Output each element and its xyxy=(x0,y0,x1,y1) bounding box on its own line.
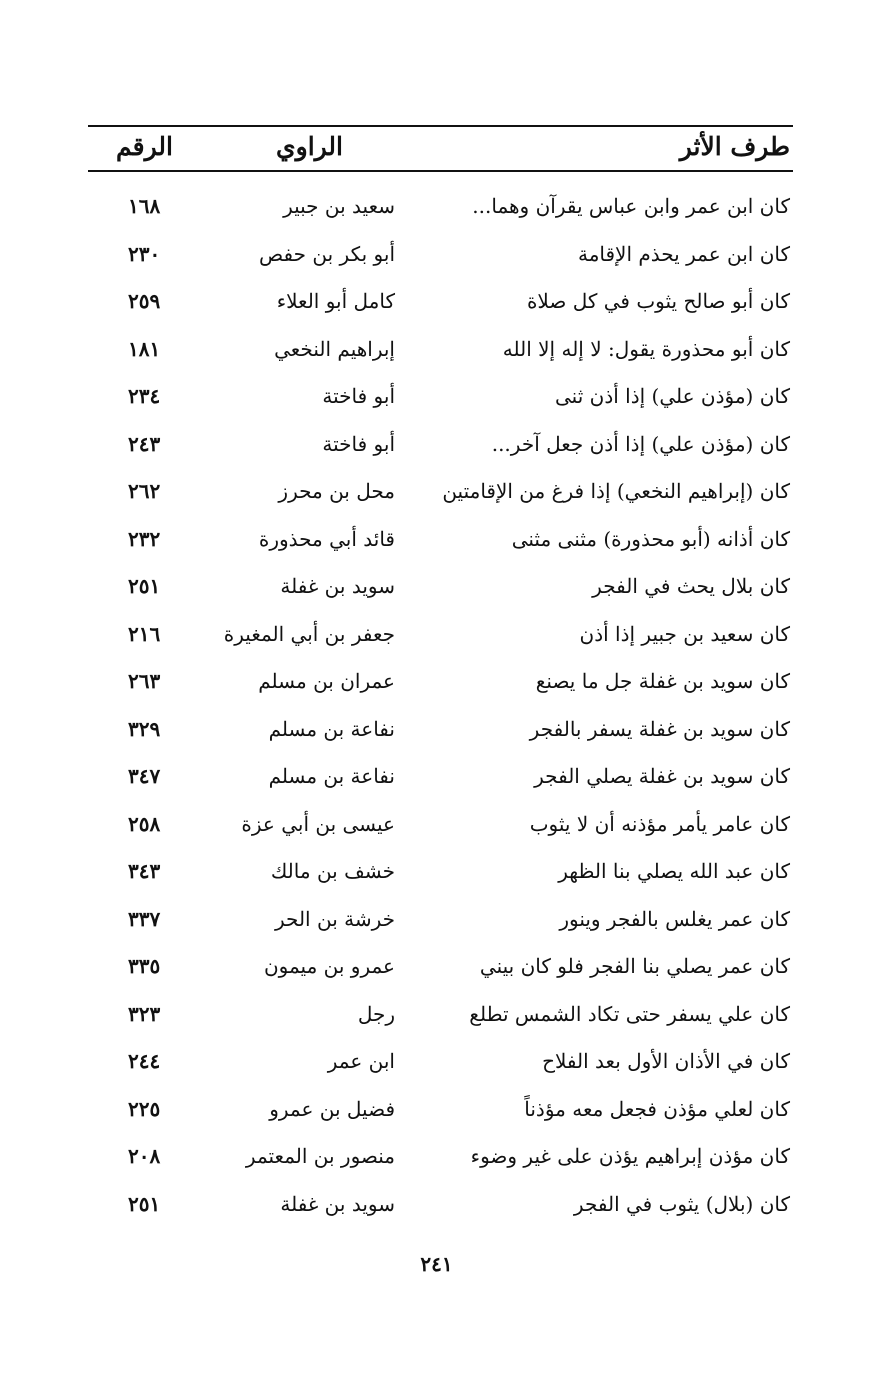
row-raqm: ١٦٨ xyxy=(128,194,161,218)
table-row xyxy=(88,1043,793,1091)
table-row xyxy=(88,188,793,236)
row-athar: كان سعيد بن جبير إذا أذن xyxy=(579,621,790,646)
table-row xyxy=(88,711,793,759)
table-body xyxy=(88,188,793,1233)
table-row xyxy=(88,283,793,331)
row-athar: كان ابن عمر يحذم الإقامة xyxy=(577,241,790,266)
row-athar: كان علي يسفر حتى تكاد الشمس تطلع xyxy=(469,1001,790,1026)
row-rawi: عمرو بن ميمون xyxy=(263,954,395,978)
row-athar: كان عامر يأمر مؤذنه أن لا يثوب xyxy=(529,811,790,836)
row-raqm: ٢٣٢ xyxy=(128,526,161,551)
table-row xyxy=(88,1138,793,1186)
row-raqm: ٣٤٣ xyxy=(128,859,161,883)
row-raqm: ٣٣٥ xyxy=(128,954,161,978)
row-raqm: ٣٢٣ xyxy=(128,1001,161,1026)
row-raqm: ٢٥٨ xyxy=(128,811,161,836)
row-raqm: ٣٤٧ xyxy=(128,764,161,788)
table-row xyxy=(88,616,793,664)
row-rawi: خرشة بن الحر xyxy=(275,906,395,931)
table-row xyxy=(88,663,793,711)
row-athar: كان ابن عمر وابن عباس يقرآن وهما... xyxy=(472,194,790,218)
row-athar: كان أبو محذورة يقول: لا إله إلا الله xyxy=(502,336,790,361)
row-rawi: كامل أبو العلاء xyxy=(276,289,395,313)
row-rawi: قائد أبي محذورة xyxy=(258,526,395,551)
row-raqm: ٣٢٩ xyxy=(128,716,161,741)
page-number: ٢٤١ xyxy=(420,1252,453,1276)
row-athar: كان (مؤذن علي) إذا أذن جعل آخر... xyxy=(491,431,790,456)
row-rawi: فضيل بن عمرو xyxy=(269,1096,395,1121)
row-raqm: ٢٥١ xyxy=(128,1191,161,1216)
row-rawi: منصور بن المعتمر xyxy=(245,1144,395,1168)
row-athar: كان بلال يحث في الفجر xyxy=(592,574,790,598)
row-athar: كان (بلال) يثوب في الفجر xyxy=(573,1191,790,1216)
table-row xyxy=(88,473,793,521)
row-raqm: ٢٥٩ xyxy=(128,289,161,313)
header-top-rule xyxy=(88,125,793,127)
row-rawi: جعفر بن أبي المغيرة xyxy=(223,621,395,646)
header-athar: طرف الأثر xyxy=(679,132,790,161)
row-athar: كان سويد بن غفلة جل ما يصنع xyxy=(535,669,790,693)
row-athar: كان سويد بن غفلة يسفر بالفجر xyxy=(529,716,790,741)
row-raqm: ٢٥١ xyxy=(128,574,161,598)
row-raqm: ٢٤٣ xyxy=(128,431,161,456)
table-row xyxy=(88,568,793,616)
row-athar: كان أذانه (أبو محذورة) مثنى مثنى xyxy=(511,526,790,551)
row-athar: كان سويد بن غفلة يصلي الفجر xyxy=(534,764,790,788)
row-athar: كان مؤذن إبراهيم يؤذن على غير وضوء xyxy=(470,1144,790,1168)
row-raqm: ٢٠٨ xyxy=(128,1144,161,1168)
table-row xyxy=(88,331,793,379)
row-raqm: ١٨١ xyxy=(128,336,161,361)
header-bottom-rule xyxy=(88,170,793,172)
row-raqm: ٢٤٤ xyxy=(128,1049,161,1073)
table-row xyxy=(88,901,793,949)
row-athar: كان أبو صالح يثوب في كل صلاة xyxy=(526,289,790,313)
table-row xyxy=(88,236,793,284)
table-row xyxy=(88,521,793,569)
row-rawi: محل بن محرز xyxy=(278,479,395,503)
row-rawi: عيسى بن أبي عزة xyxy=(241,811,395,836)
header-raqm: الرقم xyxy=(116,132,173,161)
row-athar: كان (مؤذن علي) إذا أذن ثنى xyxy=(555,384,790,408)
row-rawi: رجل xyxy=(357,1001,395,1026)
row-rawi: أبو بكر بن حفص xyxy=(259,241,395,266)
table-row xyxy=(88,806,793,854)
table-row xyxy=(88,426,793,474)
row-rawi: نفاعة بن مسلم xyxy=(268,764,395,788)
table-row xyxy=(88,378,793,426)
table-row xyxy=(88,1186,793,1234)
row-athar: كان عمر يغلس بالفجر وينور xyxy=(559,906,790,931)
row-rawi: عمران بن مسلم xyxy=(258,669,395,693)
row-rawi: نفاعة بن مسلم xyxy=(268,716,395,741)
table-row xyxy=(88,853,793,901)
row-athar: كان لعلي مؤذن فجعل معه مؤذناً xyxy=(524,1096,790,1121)
row-raqm: ٢٢٥ xyxy=(128,1096,161,1121)
row-raqm: ٣٣٧ xyxy=(128,906,161,931)
row-athar: كان عمر يصلي بنا الفجر فلو كان بيني xyxy=(479,954,790,978)
row-raqm: ٢٦٣ xyxy=(128,669,161,693)
row-raqm: ٢١٦ xyxy=(128,621,161,646)
row-athar: كان عبد الله يصلي بنا الظهر xyxy=(558,859,790,883)
row-raqm: ٢٣٤ xyxy=(128,384,161,408)
row-rawi: خشف بن مالك xyxy=(270,859,395,883)
row-athar: كان في الأذان الأول بعد الفلاح xyxy=(542,1049,790,1073)
row-athar: كان (إبراهيم النخعي) إذا فرغ من الإقامتين xyxy=(442,479,790,503)
table-row xyxy=(88,948,793,996)
row-raqm: ٢٦٢ xyxy=(128,479,161,503)
header-rawi: الراوي xyxy=(276,132,343,161)
table-row xyxy=(88,1091,793,1139)
row-raqm: ٢٣٠ xyxy=(128,241,161,266)
table-header xyxy=(88,128,793,168)
row-rawi: أبو فاختة xyxy=(322,384,395,408)
row-rawi: سعيد بن جبير xyxy=(283,194,395,218)
row-rawi: أبو فاختة xyxy=(322,431,395,456)
table-row xyxy=(88,996,793,1044)
table-row xyxy=(88,758,793,806)
row-rawi: ابن عمر xyxy=(327,1049,395,1073)
row-rawi: سويد بن غفلة xyxy=(280,574,395,598)
row-rawi: سويد بن غفلة xyxy=(280,1191,395,1216)
row-rawi: إبراهيم النخعي xyxy=(274,336,395,361)
